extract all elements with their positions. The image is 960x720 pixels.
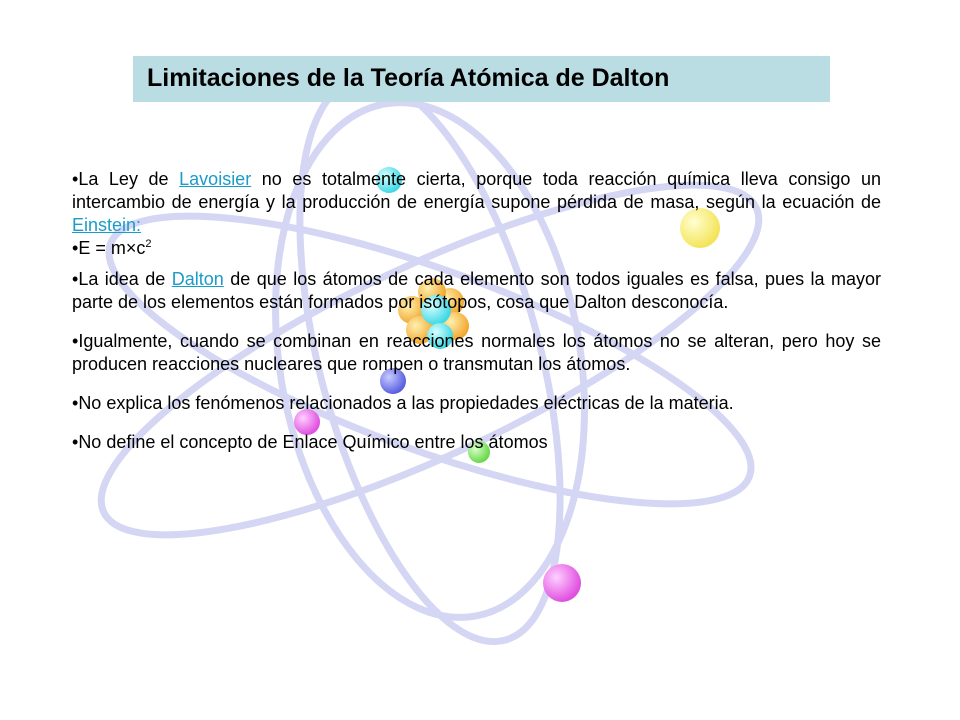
page-title: Limitaciones de la Teoría Atómica de Dalton [147, 64, 670, 92]
dalton-link[interactable]: Dalton [171, 269, 224, 289]
p1-text-2: no es totalmente cierta, porque toda reacción química lleva consigo un intercambio de energía y la producción de energía supone pérdida de masa, según la ecuación de [72, 169, 881, 212]
p2-text-1: La idea de [78, 269, 172, 289]
bullet: • [72, 169, 79, 189]
formula-item [72, 237, 881, 260]
einstein-link-colon: : [136, 215, 142, 235]
title-banner [133, 56, 830, 102]
list-item [72, 268, 881, 314]
electron-pink-large [543, 564, 581, 602]
content-body [72, 168, 881, 454]
list-item [72, 392, 881, 415]
list-item [72, 168, 881, 237]
p2-text-2: de que los átomos de cada elemento son todos iguales es falsa, pues la mayor parte de los elementos están formados por isótopos, cosa que Dalton desconocía. [72, 269, 882, 312]
einstein-link-label: Einstein [72, 215, 137, 235]
einstein-link[interactable] [72, 215, 141, 235]
bullet: • [72, 432, 79, 452]
p5-text: No define el concepto de Enlace Químico entre los átomos [78, 432, 548, 452]
bullet: • [72, 269, 79, 289]
list-item [72, 330, 881, 376]
bullet: • [72, 393, 79, 413]
formula-base: E = m×c [78, 238, 146, 258]
bullet: • [72, 238, 79, 258]
p4-text: No explica los fenómenos relacionados a las propiedades eléctricas de la materia. [78, 393, 734, 413]
lavoisier-link[interactable]: Lavoisier [179, 169, 252, 189]
formula-exponent: 2 [145, 238, 152, 250]
p3-text: Igualmente, cuando se combinan en reacciones normales los átomos no se alteran, pero hoy se producen reacciones nucleares que rompen o transmutan los átomos. [72, 331, 881, 374]
bullet: • [72, 331, 79, 351]
p1-text-1: La Ley de [78, 169, 180, 189]
list-item [72, 431, 881, 454]
